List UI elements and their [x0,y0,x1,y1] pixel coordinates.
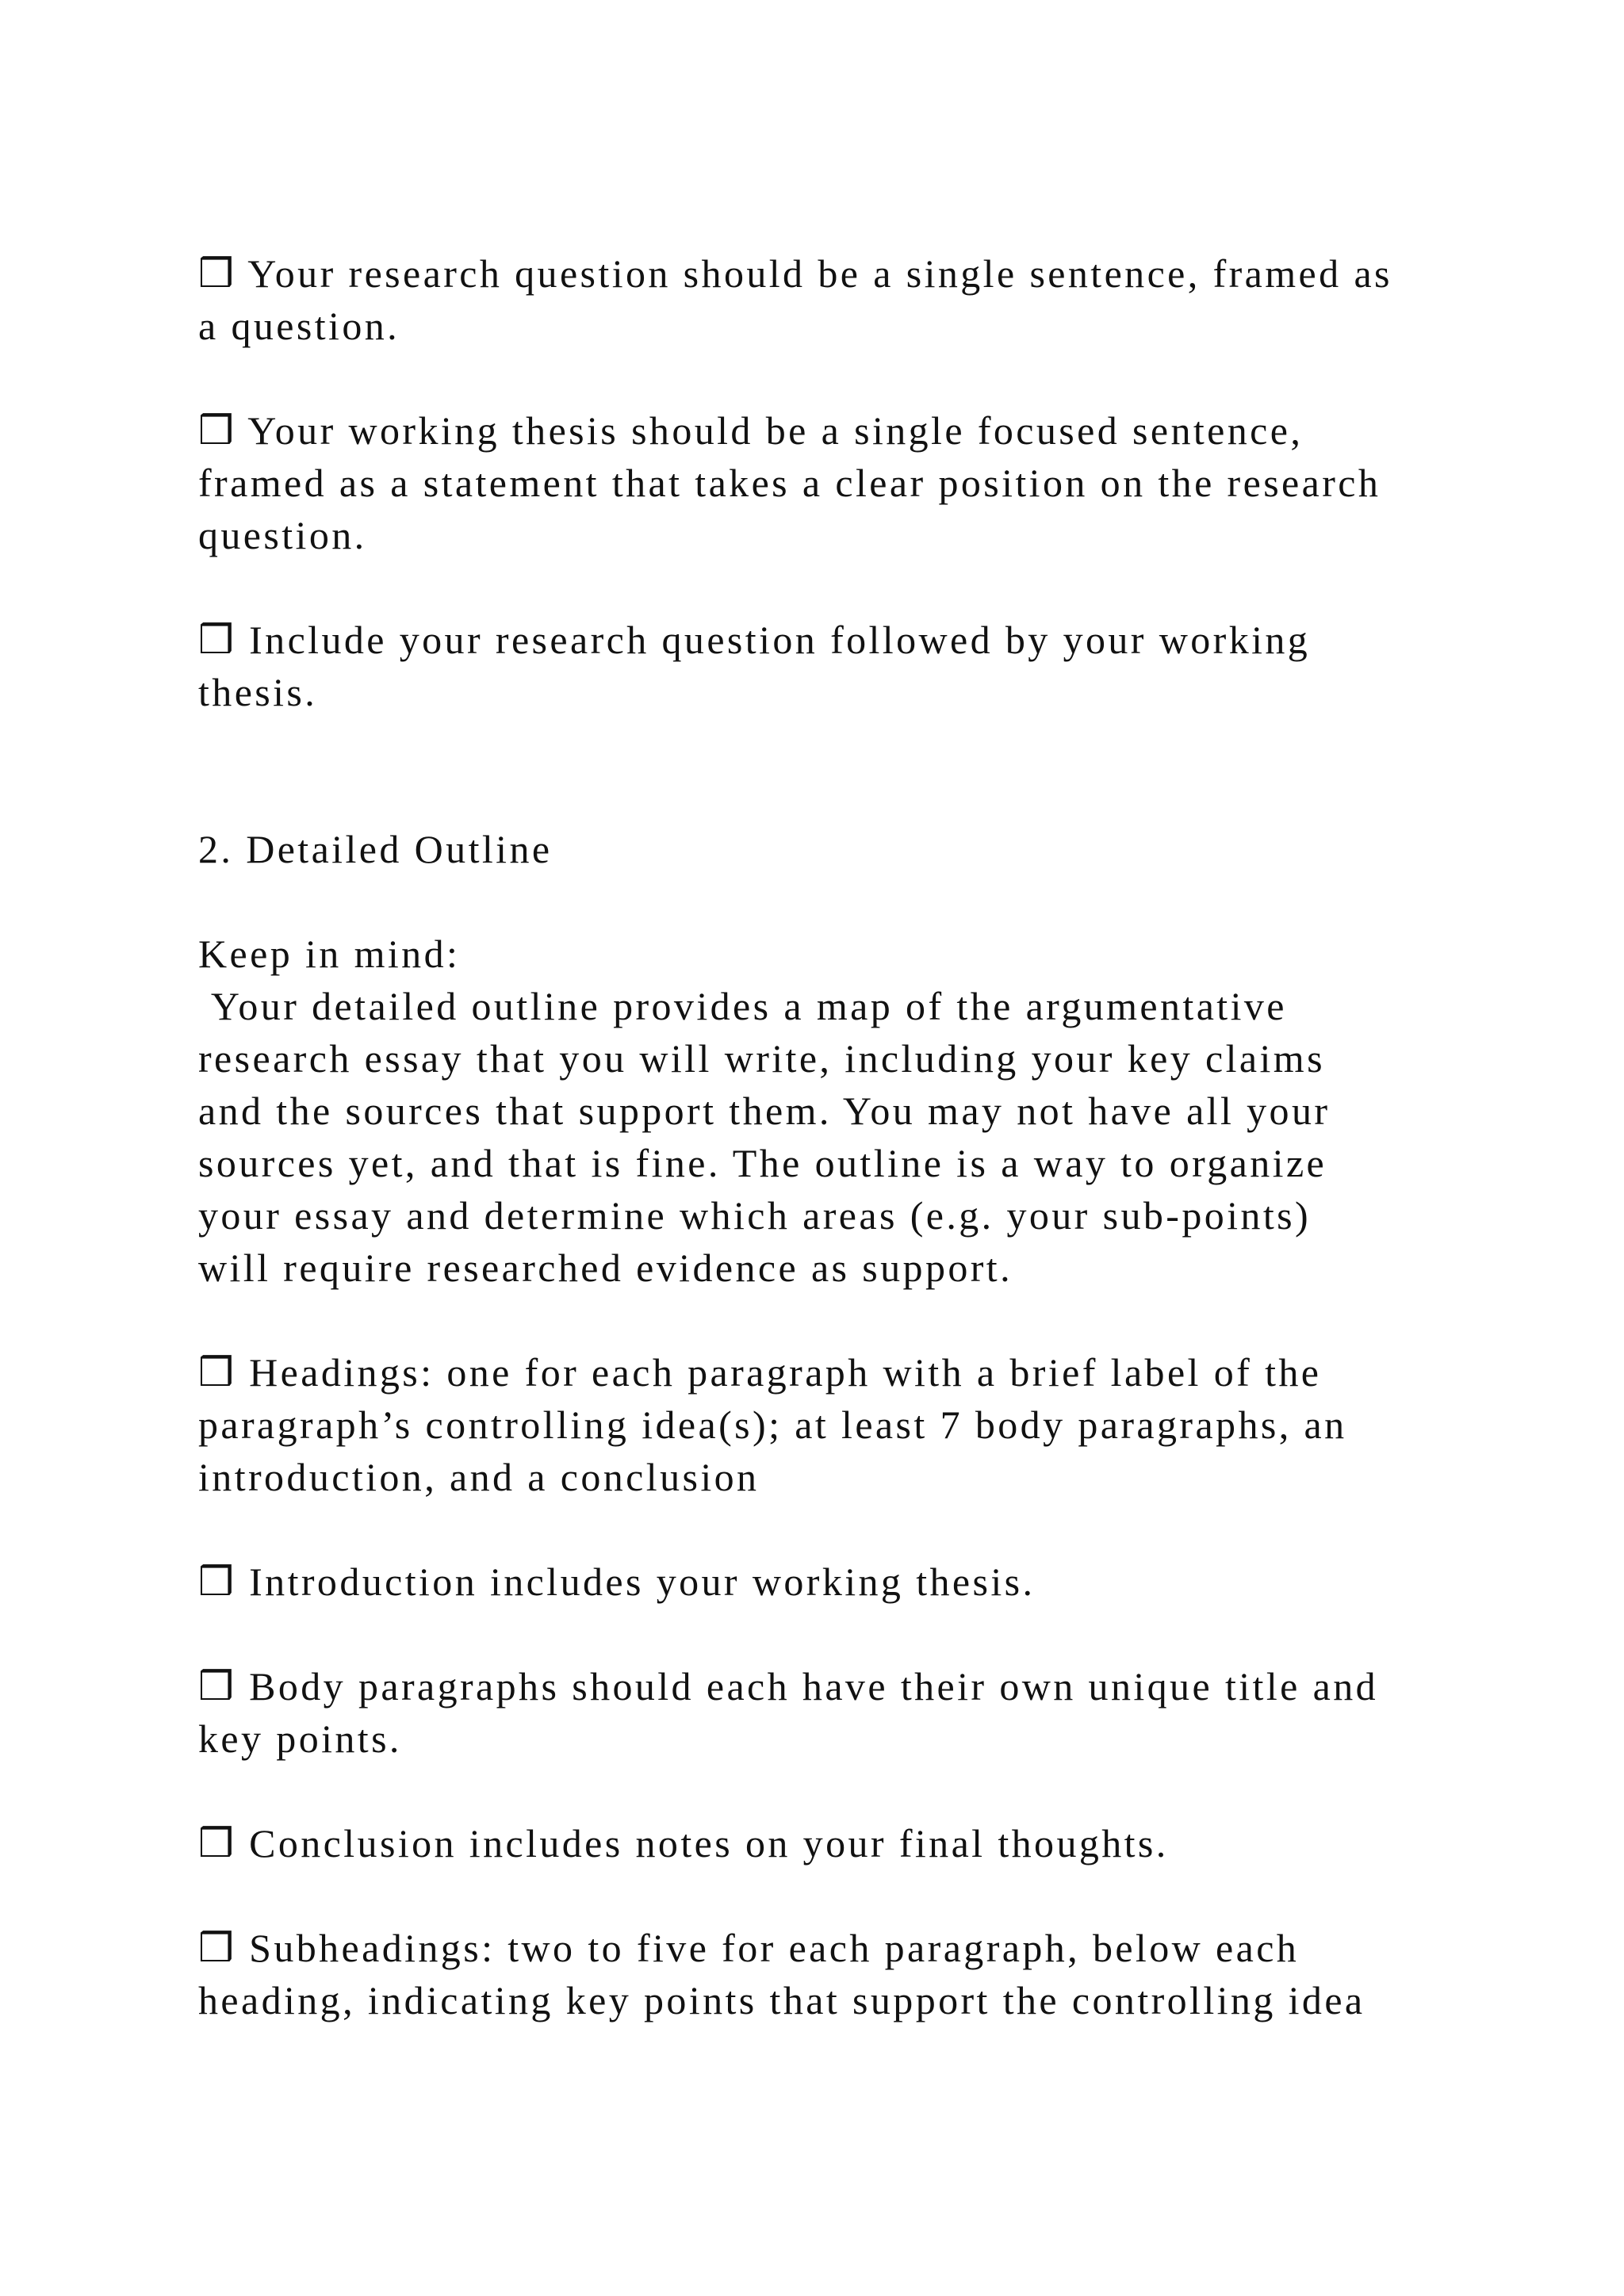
keep-in-mind-body: Your detailed outline provides a map of the argumentative research essay that you will write, including your key claims and the sources that support them. You may not have all your sources yet, and that is fine. The outline is a way to organize your essay and determine which areas (e.g. your sub-points) will require researched evidence as support. [198,984,1331,1290]
checklist-item-include-question: ❒ Include your research question followed by your working thesis. [198,618,1311,714]
checklist-item-headings: ❒ Headings: one for each paragraph with a brief label of the paragraph’s controlling idea(s); at least 7 body paragraphs, an introduction, and a conclusion [198,1350,1347,1499]
checklist-item-working-thesis: ❒ Your working thesis should be a single focused sentence, framed as a statement that takes a clear position on the research question. [198,408,1381,557]
checklist-item-body-paragraphs: ❒ Body paragraphs should each have their own unique title and key points. [198,1664,1378,1761]
section-heading: 2. Detailed Outline [198,827,553,871]
keep-in-mind-label: Keep in mind: [198,932,461,976]
checklist-item-conclusion: ❒ Conclusion includes notes on your final thoughts. [198,1821,1169,1866]
document-page [198,247,1467,2026]
checklist-item-introduction: ❒ Introduction includes your working thesis. [198,1559,1036,1604]
checklist-item-subheadings: ❒ Subheadings: two to five for each paragraph, below each heading, indicating key points that support the controlling idea [198,1926,1365,2022]
checklist-item-research-question: ❒ Your research question should be a single sentence, framed as a question. [198,251,1392,348]
